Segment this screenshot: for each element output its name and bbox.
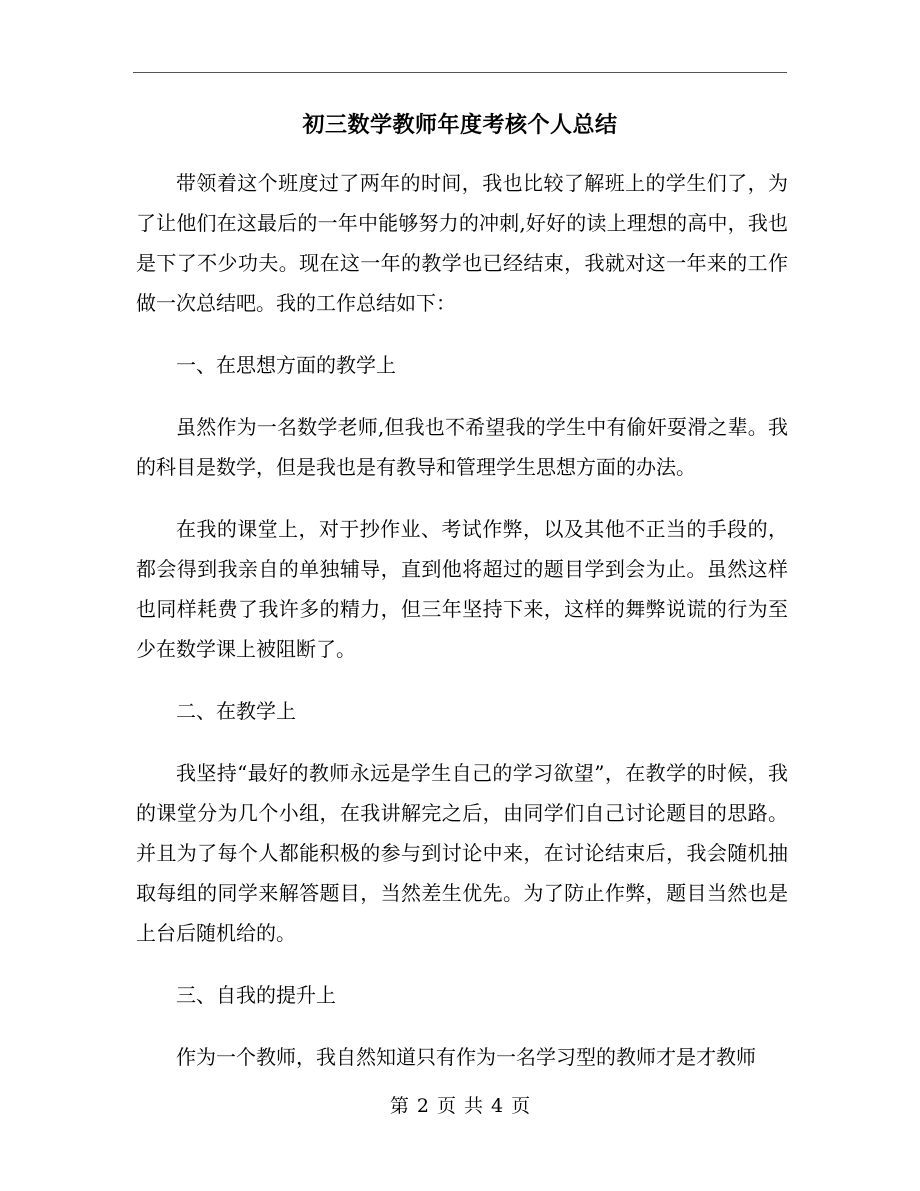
- document-body: [136, 163, 788, 1077]
- page-footer: [133, 1092, 787, 1120]
- footer-total-unit: 页: [511, 1095, 531, 1117]
- section-heading-teaching: 二、在教学上: [176, 699, 296, 723]
- paragraph-intro: 带领着这个班度过了两年的时间，我也比较了解班上的学生们了，为了让他们在这最后的一年中能够努力的冲刺,好好的读上理想的高中，我也是下了不少功夫。现在这一年的教学也已经结束，我就对这一年来的工作做一次总结吧。我的工作总结如下：: [136, 171, 788, 315]
- footer-page-unit: 页: [436, 1095, 456, 1117]
- paragraph-thought-1: 虽然作为一名数学老师,但我也不希望我的学生中有偷奸耍滑之辈。我的科目是数学，但是我也是有教导和管理学生思想方面的办法。: [136, 415, 788, 479]
- page-title: 初三数学教师年度考核个人总结: [302, 113, 618, 138]
- footer-prefix: 第: [389, 1095, 409, 1117]
- paragraph-teaching: 我坚持“最好的教师永远是学生自己的学习欲望”，在教学的时候，我的课堂分为几个小组，在我讲解完之后，由同学们自己讨论题目的思路。并且为了每个人都能积极的参与到讨论中来，在讨论结束后，我会随机抽取每组的同学来解答题目，当然差生优先。为了防止作弊，题目当然也是上台后随机给的。: [136, 761, 788, 945]
- footer-current-page: 2: [416, 1095, 429, 1117]
- paragraph-self-improvement: 作为一个教师，我自然知道只有作为一名学习型的教师才是才教师: [176, 1045, 756, 1069]
- footer-total-prefix: 共: [464, 1095, 484, 1117]
- section-heading-thought: 一、在思想方面的教学上: [176, 353, 396, 377]
- paragraph-thought-2: 在我的课堂上，对于抄作业、考试作弊，以及其他不正当的手段的，都会得到我亲自的单独辅导，直到他将超过的题目学到会为止。虽然这样也同样耗费了我许多的精力，但三年坚持下来，这样的舞弊说谎的行为至少在数学课上被阻断了。: [136, 517, 788, 661]
- footer-total-pages: 4: [491, 1095, 504, 1117]
- section-heading-self-improvement: 三、自我的提升上: [176, 983, 336, 1007]
- header-rule: [133, 72, 787, 73]
